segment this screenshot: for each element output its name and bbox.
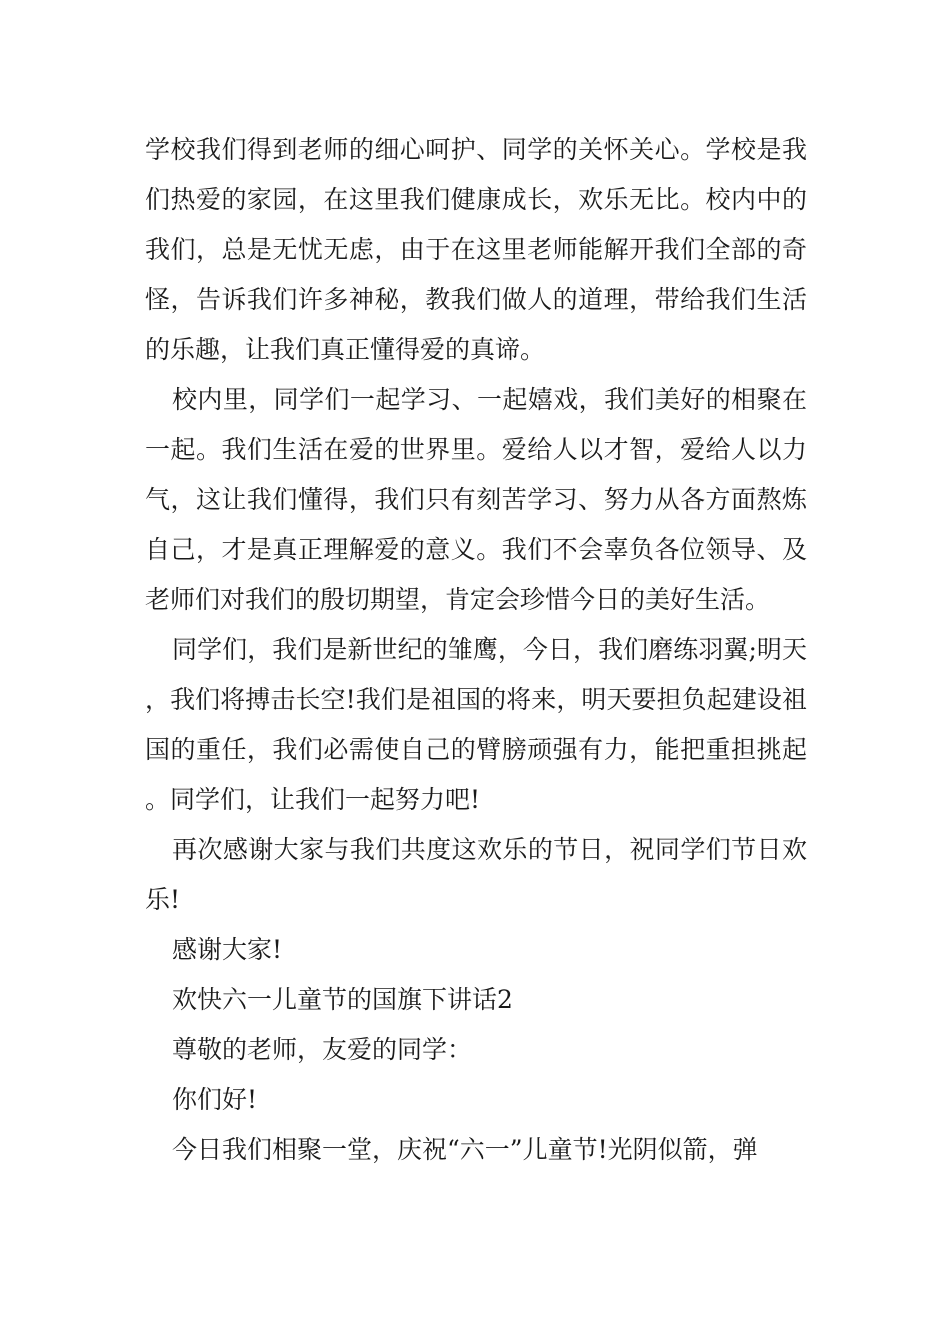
paragraph: 学校我们得到老师的细心呵护、同学的关怀关心。学校是我们热爱的家园，在这里我们健康成长，欢乐无比。校内中的我们，总是无忧无虑，由于在这里老师能解开我们全部的奇怪，告诉我们许多神秘，教我们做人的道理，带给我们生活的乐趣，让我们真正懂得爱的真谛。 bbox=[145, 135, 807, 364]
paragraph: 感谢大家! bbox=[172, 935, 283, 964]
paragraph: 再次感谢大家与我们共度这欢乐的节日，祝同学们节日欢乐! bbox=[145, 835, 807, 914]
paragraph: 校内里，同学们一起学习、一起嬉戏，我们美好的相聚在一起。我们生活在爱的世界里。爱给人以才智，爱给人以力气，这让我们懂得，我们只有刻苦学习、努力从各方面熬炼自己，才是真正理解爱的意义。我们不会辜负各位领导、及老师们对我们的殷切期望，肯定会珍惜今日的美好生活。 bbox=[145, 385, 807, 614]
document-body bbox=[145, 125, 807, 1175]
salutation: 尊敬的老师，友爱的同学： bbox=[172, 1035, 473, 1064]
greeting: 你们好! bbox=[172, 1085, 258, 1114]
section-title: 欢快六一儿童节的国旗下讲话2 bbox=[172, 985, 513, 1014]
paragraph: 今日我们相聚一堂，庆祝“六一”儿童节!光阴似箭，弹 bbox=[172, 1135, 758, 1164]
paragraph: 同学们，我们是新世纪的雏鹰，今日，我们磨练羽翼;明天，我们将搏击长空!我们是祖国的将来，明天要担负起建设祖国的重任，我们必需使自己的臂膀顽强有力，能把重担挑起。同学们，让我们一起努力吧! bbox=[145, 635, 807, 814]
